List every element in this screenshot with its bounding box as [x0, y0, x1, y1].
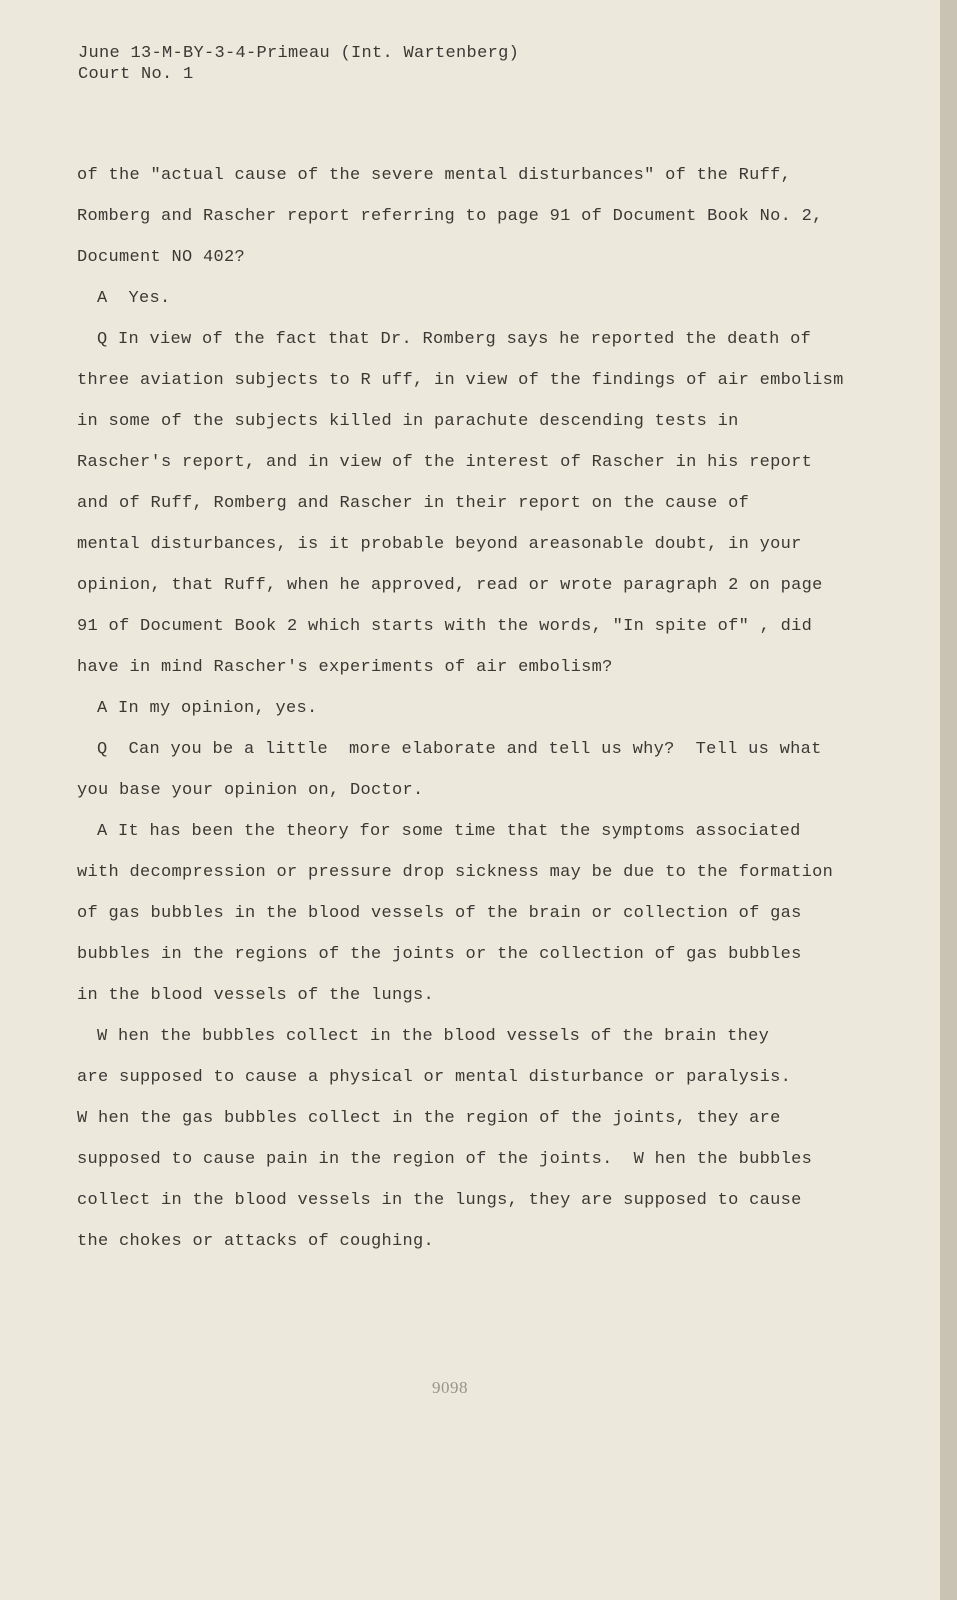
- transcript-line: you base your opinion on, Doctor.: [77, 781, 424, 800]
- transcript-line: A In my opinion, yes.: [97, 699, 318, 718]
- page-edge: [940, 0, 957, 1600]
- transcript-line: and of Ruff, Romberg and Rascher in their report on the cause of: [77, 494, 750, 513]
- header-court-line: Court No. 1: [78, 65, 194, 84]
- transcript-line: W hen the bubbles collect in the blood vessels of the brain they: [97, 1027, 770, 1046]
- transcript-line: of the "actual cause of the severe mental disturbances" of the Ruff,: [77, 166, 792, 185]
- transcript-line: supposed to cause pain in the region of the joints. W hen the bubbles: [77, 1150, 813, 1169]
- transcript-line: A It has been the theory for some time that the symptoms associated: [97, 822, 801, 841]
- transcript-line: 91 of Document Book 2 which starts with the words, "In spite of" , did: [77, 617, 813, 636]
- transcript-line: Q In view of the fact that Dr. Romberg says he reported the death of: [97, 330, 812, 349]
- transcript-line: with decompression or pressure drop sickness may be due to the formation: [77, 863, 834, 882]
- transcript-line: Document NO 402?: [77, 248, 246, 267]
- transcript-line: in some of the subjects killed in parachute descending tests in: [77, 412, 739, 431]
- transcript-line: are supposed to cause a physical or mental disturbance or paralysis.: [77, 1068, 792, 1087]
- transcript-line: Q Can you be a little more elaborate and tell us why? Tell us what: [97, 740, 822, 759]
- transcript-line: A Yes.: [97, 289, 171, 308]
- transcript-line: in the blood vessels of the lungs.: [77, 986, 435, 1005]
- header-case-line: June 13-M-BY-3-4-Primeau (Int. Wartenberg): [78, 44, 520, 63]
- transcript-line: have in mind Rascher's experiments of air embolism?: [77, 658, 613, 677]
- transcript-line: bubbles in the regions of the joints or the collection of gas bubbles: [77, 945, 802, 964]
- transcript-line: W hen the gas bubbles collect in the region of the joints, they are: [77, 1109, 781, 1128]
- transcript-line: Romberg and Rascher report referring to page 91 of Document Book No. 2,: [77, 207, 823, 226]
- transcript-line: of gas bubbles in the blood vessels of the brain or collection of gas: [77, 904, 802, 923]
- transcript-line: mental disturbances, is it probable beyond areasonable doubt, in your: [77, 535, 802, 554]
- transcript-line: the chokes or attacks of coughing.: [77, 1232, 435, 1251]
- transcript-line: three aviation subjects to R uff, in view of the findings of air embolism: [77, 371, 844, 390]
- transcript-line: Rascher's report, and in view of the interest of Rascher in his report: [77, 453, 813, 472]
- transcript-line: collect in the blood vessels in the lungs, they are supposed to cause: [77, 1191, 802, 1210]
- page-number: 9098: [432, 1378, 468, 1397]
- transcript-line: opinion, that Ruff, when he approved, read or wrote paragraph 2 on page: [77, 576, 823, 595]
- transcript-body: [77, 166, 844, 1273]
